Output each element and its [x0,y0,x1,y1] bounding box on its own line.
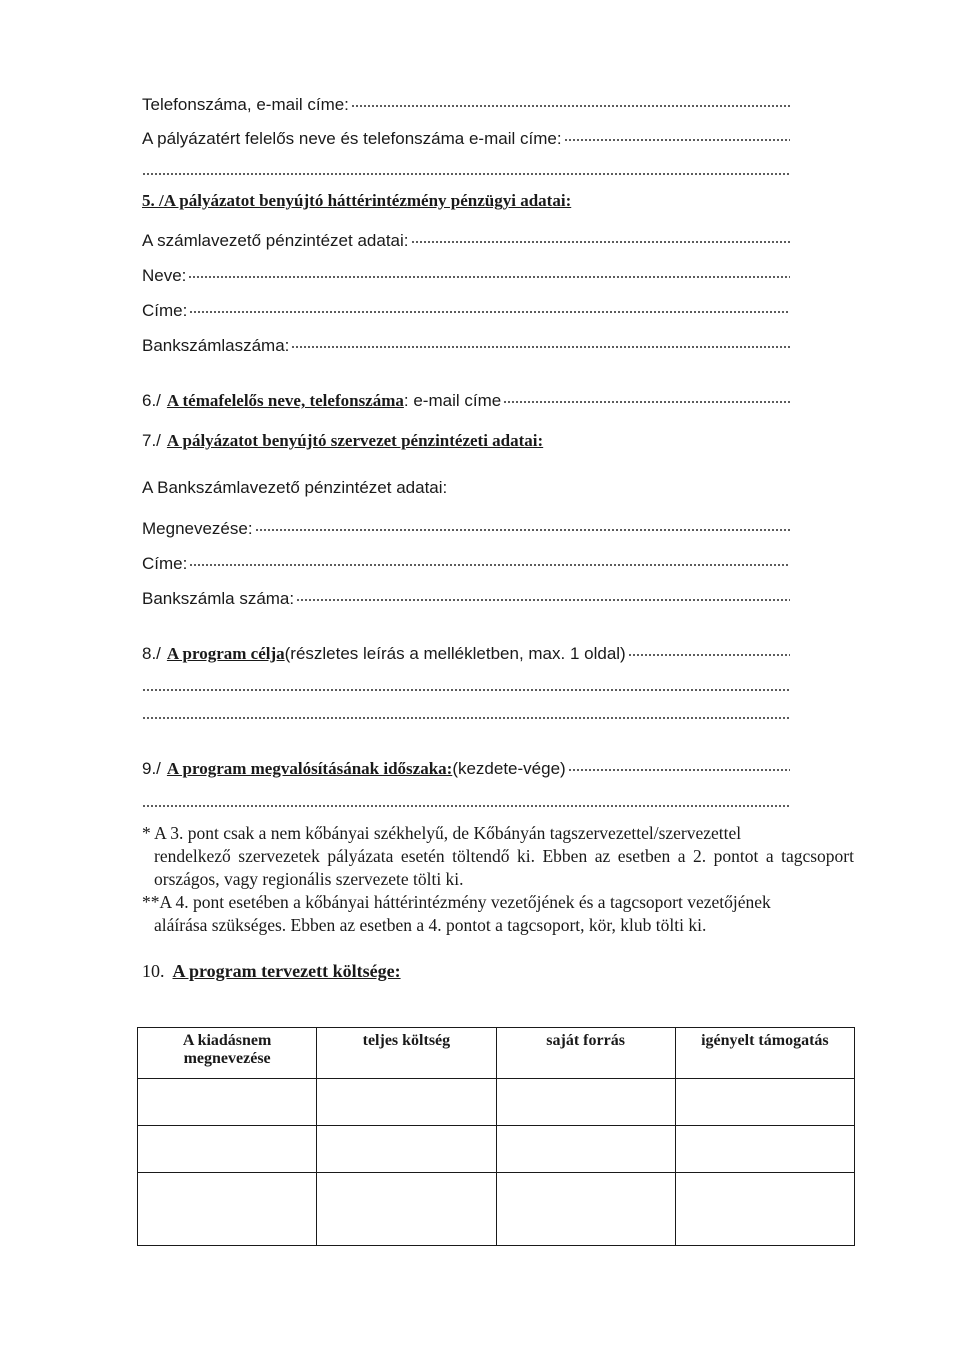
table-cell[interactable] [317,1126,496,1173]
responsible-line [142,122,790,150]
table-cell[interactable] [496,1173,675,1246]
table-row [138,1173,855,1246]
section9-field[interactable] [568,752,790,774]
section8-number: 8./ [142,644,161,663]
phone-email-field[interactable] [351,88,790,110]
section5-account-field[interactable] [291,329,790,351]
section7-name-line [142,512,790,540]
section7-bank-label: A Bankszámlavezető pénzintézet adatai: [142,478,448,497]
section8-continuation-1 [142,672,790,694]
table-cell[interactable] [675,1173,854,1246]
section5-name-line [142,259,790,287]
footnote-1-rest: rendelkező szervezetek pályázata esetén töltendő ki. Ebben az esetben a 2. pontot a tagcsoport országos, vagy regionális szervezete tölti ki. [154,846,854,889]
section10-number: 10. [142,961,165,981]
section9-description: (kezdete-vége) [452,759,566,778]
section5-bank-line [142,224,790,252]
section7-account-line [142,582,790,610]
responsible-field[interactable] [564,122,790,144]
table-cell[interactable] [675,1126,854,1173]
section7-address-line [142,547,790,575]
section9-title: A program megvalósításának időszaka: [166,759,453,778]
table-cell[interactable] [496,1079,675,1126]
section5-address-field[interactable] [189,294,790,316]
section5-name-label: Neve: [142,266,187,285]
section6-email-label: : e-mail címe [403,391,502,410]
footnote-1 [142,822,854,891]
section5-address-label: Címe: [142,301,188,320]
section9-field-line-2[interactable] [142,788,790,810]
section7-address-label: Címe: [142,554,188,573]
section8-continuation-2 [142,700,790,722]
section7-address-field[interactable] [189,547,790,569]
footnote-2-first: **A 4. pont esetében a kőbányai háttérintézmény vezetőjének és a tagcsoport vezetőjének [142,892,771,912]
section7-account-label: Bankszámla száma: [142,589,295,608]
section8-description: (részletes leírás a mellékletben, max. 1 oldal) [284,644,626,663]
section9-line [142,752,790,780]
table-cell[interactable] [496,1126,675,1173]
section9-continuation [142,788,790,810]
responsible-continuation-line [142,156,790,178]
table-cell[interactable] [138,1173,317,1246]
table-cell[interactable] [138,1126,317,1173]
section8-line [142,637,790,665]
table-cell[interactable] [317,1173,496,1246]
section6-title: A témafelelős neve, telefonszáma [166,391,404,410]
phone-email-line [142,88,790,116]
section7-name-field[interactable] [255,512,790,534]
section7-title-line [142,430,790,452]
section10-title: A program tervezett költsége: [172,961,401,981]
table-row [138,1079,855,1126]
header-expense-type: A kiadásnem megnevezése [138,1028,317,1079]
section5-address-line [142,294,790,322]
table-row [138,1126,855,1173]
section5-account-label: Bankszámlaszáma: [142,336,290,355]
section5-title-line [142,190,790,212]
responsible-field-continued[interactable] [142,156,790,178]
section5-bank-label: A számlavezető pénzintézet adatai: [142,231,409,250]
section6-number: 6./ [142,391,161,410]
section7-name-label: Megnevezése: [142,519,253,538]
section5-name-field[interactable] [188,259,790,281]
section8-field-line-3[interactable] [142,700,790,722]
cost-table [137,1027,855,1246]
table-cell[interactable] [317,1079,496,1126]
header-own-source: saját forrás [496,1028,675,1079]
section8-title: A program célja [166,644,285,663]
section5-title: 5. /A pályázatot benyújtó háttérintézmény pénzügyi adatai: [142,191,572,210]
section7-bank-line [142,477,790,499]
footnote-2-rest: aláírása szükséges. Ebben az esetben a 4. pontot a tagcsoport, kör, klub tölti ki. [154,915,707,935]
footnote-2 [142,891,854,937]
section5-bank-field[interactable] [411,224,791,246]
footnote-1-first: * A 3. pont csak a nem kőbányai székhelyű, de Kőbányán tagszervezettel/szervezettel [142,823,742,843]
section6-line [142,384,790,412]
header-requested-support: igényelt támogatás [675,1028,854,1079]
section6-field[interactable] [503,384,790,406]
header-total-cost: teljes költség [317,1028,496,1079]
section7-title: A pályázatot benyújtó szervezet pénzintézeti adatai: [166,431,544,450]
section8-field[interactable] [628,637,790,659]
section7-number: 7./ [142,431,161,450]
section8-field-line-2[interactable] [142,672,790,694]
phone-email-label: Telefonszáma, e-mail címe: [142,95,349,114]
section5-account-line [142,329,790,357]
section9-number: 9./ [142,759,161,778]
responsible-label: A pályázatért felelős neve és telefonszáma e-mail címe: [142,129,562,148]
table-cell[interactable] [675,1079,854,1126]
section7-account-field[interactable] [296,582,790,604]
table-cell[interactable] [138,1079,317,1126]
cost-table-header-row [138,1028,855,1079]
section10-line [142,960,790,982]
